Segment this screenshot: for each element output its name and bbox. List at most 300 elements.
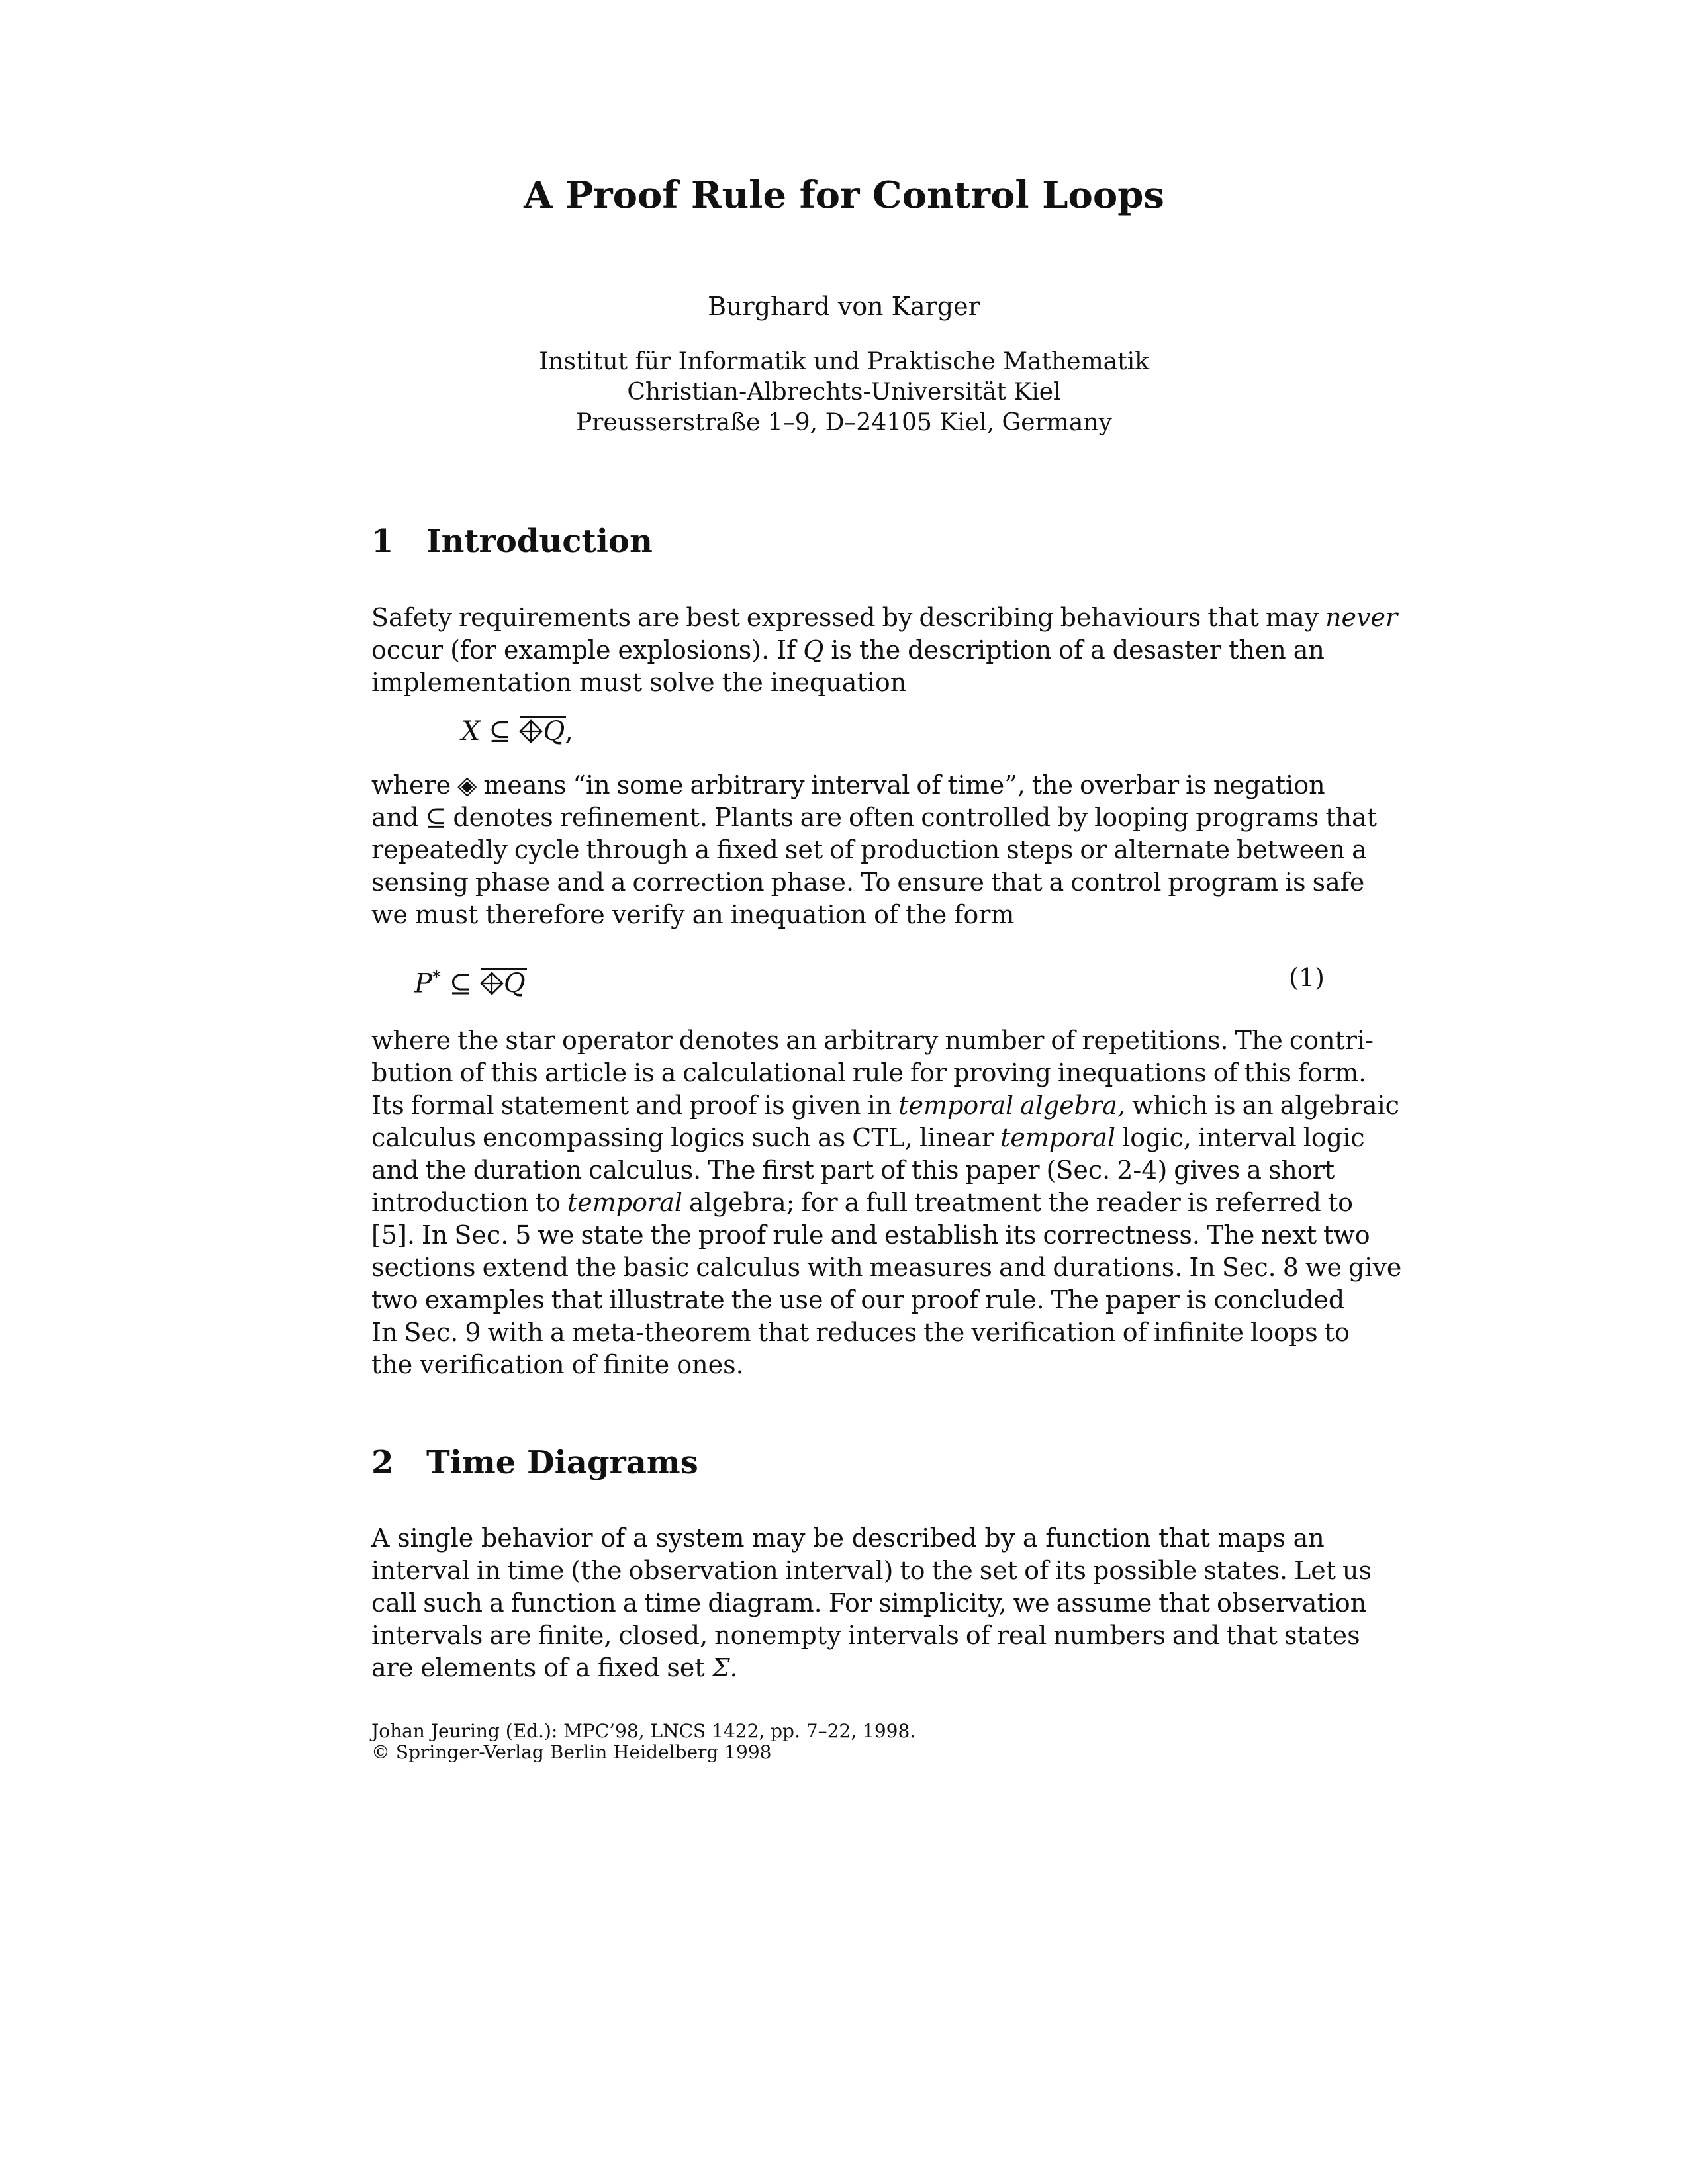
- word: may: [1265, 603, 1319, 632]
- word: set: [667, 1653, 705, 1682]
- word: algebra,: [1020, 1091, 1126, 1120]
- word: is: [831, 635, 852, 664]
- word: repetitions.: [1082, 1026, 1229, 1055]
- word: and: [371, 1156, 419, 1185]
- text-line: [371, 1587, 1367, 1619]
- word: assume: [1056, 1588, 1152, 1617]
- word: calculus: [371, 1123, 476, 1152]
- word: of: [829, 1285, 855, 1314]
- affiliation-block: [0, 347, 1688, 438]
- word: intervals: [847, 1621, 959, 1650]
- word: formal: [410, 1091, 494, 1120]
- affiliation-line: Christian-Albrechts-Universität Kiel: [627, 379, 1061, 406]
- word: calculus.: [588, 1156, 702, 1185]
- section-title: Introduction: [426, 523, 653, 560]
- word: this: [491, 1058, 538, 1087]
- word: requirements: [458, 603, 632, 632]
- word: for: [801, 1188, 838, 1217]
- word: interval): [784, 1556, 894, 1585]
- star-superscript: *: [432, 968, 441, 987]
- word: explosions).: [618, 635, 770, 664]
- equation-operand: Q: [543, 716, 565, 747]
- word: ones.: [677, 1350, 744, 1379]
- word: that: [1226, 1621, 1278, 1650]
- word: temporal: [567, 1188, 682, 1217]
- citation-line: Johan Jeuring (Ed.): MPC’98, LNCS 1422, pp. 7–22, 1998.: [371, 1720, 916, 1742]
- word: us: [1342, 1556, 1372, 1585]
- paragraph: [371, 1024, 1402, 1381]
- word: safe: [1312, 868, 1365, 897]
- word: its: [1055, 1556, 1086, 1585]
- word: 8: [1282, 1253, 1299, 1282]
- word: verify: [612, 900, 685, 929]
- word: refinement.: [559, 803, 708, 832]
- word: and: [371, 803, 419, 832]
- word: describing: [919, 603, 1054, 632]
- word: that: [1325, 803, 1377, 832]
- word: correction: [632, 868, 765, 897]
- word: then: [1229, 635, 1286, 664]
- word: bution: [371, 1058, 453, 1087]
- word: basic: [623, 1253, 690, 1282]
- word: function: [1045, 1524, 1151, 1553]
- word: The: [1051, 1285, 1099, 1314]
- word: is: [1187, 1188, 1209, 1217]
- word: repeatedly: [371, 835, 508, 864]
- word: real: [996, 1621, 1047, 1650]
- word: phase.: [771, 868, 855, 897]
- text-line: [371, 899, 1325, 931]
- word: (the: [571, 1556, 622, 1585]
- word: extend: [482, 1253, 569, 1282]
- word: denotes: [679, 1026, 780, 1055]
- word: through: [586, 835, 688, 864]
- affiliation-line: Institut für Informatik und Praktische Mathematik: [539, 348, 1149, 375]
- word: In: [371, 1318, 398, 1347]
- word: the: [931, 1556, 973, 1585]
- word: possible: [1092, 1556, 1197, 1585]
- equation-number: (1): [1289, 963, 1325, 992]
- equation-operand: Q: [503, 968, 526, 999]
- word: such: [751, 1123, 812, 1152]
- word: proving: [953, 1058, 1051, 1087]
- word: a: [1049, 868, 1064, 897]
- word: implementation: [371, 668, 572, 697]
- word: example: [503, 635, 611, 664]
- word: of: [600, 1524, 626, 1553]
- word: time: [644, 1588, 702, 1617]
- word: and: [998, 1253, 1047, 1282]
- word: is: [633, 1058, 655, 1087]
- word: Q: [803, 635, 824, 664]
- word: that: [1207, 603, 1259, 632]
- word: desaster: [1112, 635, 1222, 664]
- word: The: [1207, 1220, 1255, 1250]
- text-line: [371, 1555, 1372, 1587]
- word: call: [371, 1588, 417, 1617]
- word: rule: [773, 1220, 824, 1250]
- word: maps: [1217, 1524, 1286, 1553]
- word: the: [371, 1350, 413, 1379]
- word: verification: [420, 1350, 565, 1379]
- word: must: [579, 668, 643, 697]
- word: alternate: [1113, 835, 1231, 864]
- equation-lhs: X: [461, 716, 481, 747]
- word: an: [1293, 1524, 1325, 1553]
- word: fixed: [716, 835, 778, 864]
- word: with: [487, 1318, 543, 1347]
- word: set: [784, 835, 823, 864]
- word: statement: [500, 1091, 630, 1120]
- word: Plants: [714, 803, 794, 832]
- word: algebraic: [1280, 1091, 1399, 1120]
- word: inequation: [730, 900, 867, 929]
- word: 9: [465, 1318, 481, 1347]
- word: production: [861, 835, 1000, 864]
- word: that: [1158, 1524, 1210, 1553]
- word: reduces: [816, 1318, 917, 1347]
- word: number: [945, 1026, 1045, 1055]
- word: where: [371, 1026, 451, 1055]
- word: behaviours: [1060, 603, 1201, 632]
- word: that: [757, 1318, 810, 1347]
- word: star: [505, 1026, 555, 1055]
- word: an: [692, 900, 724, 929]
- text-line: [371, 1089, 1399, 1122]
- word: observation: [1216, 1588, 1367, 1617]
- word: are: [637, 603, 680, 632]
- word: states.: [1203, 1556, 1288, 1585]
- word: occur: [371, 635, 444, 664]
- word: may: [752, 1524, 806, 1553]
- word: phase: [475, 868, 551, 897]
- word: interval: [1197, 1123, 1297, 1152]
- paper-title: A Proof Rule for Control Loops: [524, 173, 1164, 217]
- word: to: [1327, 1188, 1353, 1217]
- word: solve: [649, 668, 715, 697]
- word: article: [544, 1058, 628, 1087]
- word: in: [867, 1091, 892, 1120]
- display-equation: [461, 713, 573, 749]
- word: are: [800, 803, 842, 832]
- word: calculational: [682, 1058, 846, 1087]
- word: of: [1024, 1556, 1049, 1585]
- word: never: [1325, 603, 1398, 632]
- word: of: [543, 1653, 569, 1682]
- text-line: [371, 602, 1398, 634]
- negation-overbar: [480, 966, 526, 1001]
- word: steps: [1006, 835, 1074, 864]
- word: 2-4): [1117, 1156, 1168, 1185]
- word: next: [1261, 1220, 1317, 1250]
- copyright-line: © Springer-Verlag Berlin Heidelberg 1998: [371, 1741, 772, 1763]
- word: [5].: [371, 1220, 415, 1250]
- word: the: [722, 668, 763, 697]
- word: we: [1013, 1588, 1050, 1617]
- word: behavior: [481, 1524, 593, 1553]
- subset-symbol: ⊆: [489, 716, 511, 747]
- subset-symbol: ⊆: [449, 968, 472, 999]
- word: the: [575, 1253, 617, 1282]
- word: control: [1070, 868, 1162, 897]
- word: introduction: [371, 1188, 529, 1217]
- word: arbitrary: [690, 770, 805, 799]
- word: calculus: [696, 1253, 801, 1282]
- word: that: [1158, 1588, 1210, 1617]
- text-line: [371, 1349, 1325, 1381]
- word: illustrate: [609, 1285, 725, 1314]
- word: numbers: [1053, 1621, 1166, 1650]
- text-line: [371, 866, 1365, 899]
- word: nonempty: [714, 1621, 841, 1650]
- word: for: [910, 1058, 947, 1087]
- word: programs: [1196, 803, 1319, 832]
- text-line: [371, 1619, 1360, 1652]
- word: and: [830, 1220, 878, 1250]
- word: the: [923, 1318, 965, 1347]
- word: is: [1214, 1091, 1236, 1120]
- word: we: [1305, 1253, 1342, 1282]
- word: diagram.: [708, 1588, 822, 1617]
- word: paper: [965, 1156, 1040, 1185]
- word: the: [859, 635, 901, 664]
- word: states: [1284, 1621, 1360, 1650]
- word: reader: [1096, 1188, 1181, 1217]
- word: finite: [603, 1350, 670, 1379]
- word: a: [1022, 1524, 1038, 1553]
- word: the: [906, 900, 947, 929]
- word: the: [457, 1026, 499, 1055]
- section-number: 2: [371, 1444, 394, 1481]
- word: durations.: [1053, 1253, 1183, 1282]
- word: a: [1352, 835, 1367, 864]
- word: is: [763, 1091, 785, 1120]
- section-number: 1: [371, 523, 394, 560]
- word: must: [415, 900, 479, 929]
- word: operator: [561, 1026, 673, 1055]
- word: and: [1172, 1621, 1220, 1650]
- text-line: [371, 1251, 1402, 1284]
- word: as: [818, 1123, 846, 1152]
- word: Σ.: [712, 1653, 738, 1682]
- section-heading: [371, 522, 653, 561]
- word: where: [371, 770, 451, 799]
- word: Its: [371, 1091, 404, 1120]
- word: proof: [910, 1285, 979, 1314]
- word: of: [1051, 1026, 1076, 1055]
- word: Sec.: [1221, 1253, 1276, 1282]
- word: by: [882, 603, 913, 632]
- word: (for: [450, 635, 496, 664]
- word: proof: [698, 1220, 767, 1250]
- negation-overbar: [519, 713, 565, 749]
- word: function: [510, 1588, 616, 1617]
- word: cycle: [514, 835, 580, 864]
- text-line: [371, 1024, 1374, 1057]
- word: single: [397, 1524, 474, 1553]
- word: an: [1293, 635, 1325, 664]
- word: Sec.: [404, 1318, 459, 1347]
- word: contri-: [1289, 1026, 1374, 1055]
- word: use: [778, 1285, 823, 1314]
- word: Sec.: [454, 1220, 509, 1250]
- word: rule: [852, 1058, 904, 1087]
- word: part: [820, 1156, 874, 1185]
- word: of: [1058, 635, 1084, 664]
- word: expressed: [746, 603, 876, 632]
- word: paper: [1105, 1285, 1180, 1314]
- word: simplicity,: [878, 1588, 1007, 1617]
- word: logic: [1303, 1123, 1365, 1152]
- word: are: [371, 1653, 414, 1682]
- word: description: [908, 635, 1052, 664]
- word: a: [610, 868, 626, 897]
- word: inequations: [1057, 1058, 1207, 1087]
- diamond-operator-icon: [480, 972, 504, 995]
- word: verification: [971, 1318, 1116, 1347]
- word: given: [791, 1091, 861, 1120]
- word: a: [661, 1058, 677, 1087]
- word: often: [849, 803, 915, 832]
- word: to: [535, 1188, 561, 1217]
- word: by: [1057, 803, 1088, 832]
- word: our: [861, 1285, 904, 1314]
- word: or: [1080, 835, 1107, 864]
- word: the: [1048, 1188, 1090, 1217]
- word: 5: [515, 1220, 532, 1250]
- word: inequation: [770, 668, 907, 697]
- word: denotes: [453, 803, 553, 832]
- word: The: [708, 1156, 756, 1185]
- word: interval: [371, 1556, 470, 1585]
- word: establish: [884, 1220, 999, 1250]
- text-line: [371, 1316, 1350, 1349]
- word: linear: [919, 1123, 994, 1152]
- word: we: [371, 900, 408, 929]
- word: is: [1186, 770, 1207, 799]
- word: two: [1323, 1220, 1370, 1250]
- text-line: [371, 1522, 1325, 1555]
- word: are: [489, 1621, 532, 1650]
- word: In: [421, 1220, 448, 1250]
- section-heading: [371, 1443, 698, 1482]
- word: treatment: [914, 1188, 1042, 1217]
- word: to: [1324, 1318, 1350, 1347]
- paragraph: [371, 1522, 1372, 1684]
- word: set: [979, 1556, 1018, 1585]
- word: (Sec.: [1046, 1156, 1111, 1185]
- word: of: [1122, 1318, 1147, 1347]
- word: of: [965, 1621, 990, 1650]
- word: short: [1268, 1156, 1335, 1185]
- word: correctness.: [1043, 1220, 1201, 1250]
- paragraph: [371, 602, 1398, 699]
- word: logics: [671, 1123, 745, 1152]
- word: between: [1237, 835, 1346, 864]
- word: controlled: [921, 803, 1051, 832]
- word: algebra;: [688, 1188, 795, 1217]
- word: some: [616, 770, 684, 799]
- word: of: [571, 1350, 596, 1379]
- word: proof: [689, 1091, 757, 1120]
- word: the: [1031, 770, 1074, 799]
- word: gives: [1174, 1156, 1241, 1185]
- word: a: [844, 1188, 860, 1217]
- word: The: [1235, 1026, 1283, 1055]
- word: program: [1168, 868, 1278, 897]
- word: of: [829, 835, 855, 864]
- word: arbitrary: [823, 1026, 939, 1055]
- page-footer: [371, 1721, 915, 1763]
- word: encompassing: [482, 1123, 665, 1152]
- word: duration: [473, 1156, 583, 1185]
- word: To: [861, 868, 891, 897]
- word: temporal: [898, 1091, 1014, 1120]
- word: temporal: [1000, 1123, 1116, 1152]
- word: a: [1246, 1156, 1262, 1185]
- word: CTL,: [852, 1123, 913, 1152]
- word: the: [731, 1285, 773, 1314]
- word: by: [984, 1524, 1015, 1553]
- word: a: [1090, 635, 1105, 664]
- section-title: Time Diagrams: [426, 1444, 698, 1481]
- word: to: [900, 1556, 925, 1585]
- display-equation: [414, 960, 526, 1001]
- word: finite,: [538, 1621, 612, 1650]
- word: an: [786, 1026, 818, 1055]
- text-line: [371, 1057, 1367, 1089]
- word: form.: [1298, 1058, 1367, 1087]
- word: of: [916, 770, 941, 799]
- text-line: [371, 666, 1325, 699]
- text-line: [371, 634, 1325, 666]
- word: time: [507, 1556, 565, 1585]
- word: with: [807, 1253, 863, 1282]
- word: time”,: [947, 770, 1025, 799]
- word: measures: [869, 1253, 992, 1282]
- word: rule.: [985, 1285, 1045, 1314]
- word: in: [476, 1556, 501, 1585]
- word: is: [1284, 868, 1306, 897]
- text-line: [371, 1154, 1335, 1187]
- word: A: [371, 1524, 390, 1553]
- word: its: [1005, 1220, 1037, 1250]
- word: intervals: [371, 1621, 483, 1650]
- word: the: [650, 1220, 692, 1250]
- word: interval: [811, 770, 910, 799]
- word: we: [538, 1220, 575, 1250]
- word: observation: [628, 1556, 778, 1585]
- word: such: [423, 1588, 483, 1617]
- word: overbar: [1080, 770, 1180, 799]
- word: examples: [424, 1285, 545, 1314]
- word: first: [762, 1156, 814, 1185]
- word: this: [912, 1156, 959, 1185]
- word: Let: [1294, 1556, 1336, 1585]
- author-name: Burghard von Karger: [708, 292, 980, 321]
- word: ◈: [457, 770, 477, 799]
- word: two: [371, 1285, 418, 1314]
- word: this: [1244, 1058, 1292, 1087]
- word: negation: [1213, 770, 1325, 799]
- word: an: [1242, 1091, 1274, 1120]
- word: ensure: [897, 868, 984, 897]
- word: of: [880, 1156, 906, 1185]
- equation-lhs: P: [414, 968, 432, 999]
- paragraph: [371, 769, 1377, 931]
- word: the: [425, 1156, 467, 1185]
- word: a: [622, 1588, 638, 1617]
